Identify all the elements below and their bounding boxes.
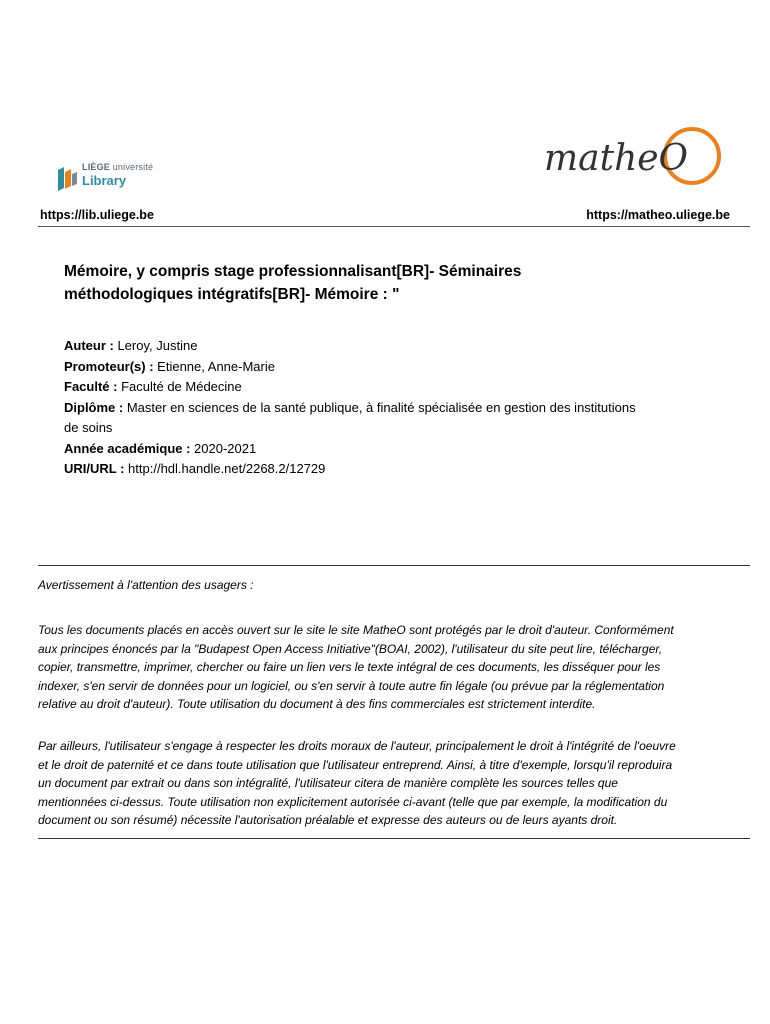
uliege-logo-line1: LIÈGE université xyxy=(82,162,154,172)
document-title xyxy=(64,260,704,306)
notice-divider-bottom xyxy=(38,838,750,839)
document-title-line1: Mémoire, y compris stage professionnalisant[BR]- Séminaires xyxy=(64,263,522,280)
uri-link[interactable]: http://hdl.handle.net/2268.2/12729 xyxy=(128,461,326,476)
notice-divider-top xyxy=(38,565,750,566)
matheo-logo-graphic xyxy=(540,120,730,190)
uliege-library-url[interactable]: https://lib.uliege.be xyxy=(40,208,154,222)
faculte-row: Faculté : Faculté de Médecine xyxy=(64,379,242,394)
diplome-value-cont: de soins xyxy=(64,420,113,435)
promoteur-row: Promoteur(s) : Etienne, Anne-Marie xyxy=(64,358,275,374)
matheo-logo-text: matheO xyxy=(544,138,689,179)
header-divider xyxy=(38,226,750,227)
auteur-value: Leroy, Justine xyxy=(117,338,198,353)
annee-value: 2020-2021 xyxy=(194,440,257,456)
notice-paragraph-2: Par ailleurs, l'utilisateur s'engage à respecter les droits moraux de l'auteur, principalement le droit à l'intégrité de l'oeuvre et le droit de paternité et ce dans toute utilisation que l'utilisateur entreprend. Ainsi, à titre d'exemple, lorsqu'il reproduira un document par extrait ou dans son intégralité, l'utilisateur citera de manière complète les sources telles que mentionnées ci-dessus. Toute utilisation non explicitement autorisée ci-avant (telle que par exemple, la modification du document ou son résumé) nécessite l'autorisation préalable et expresse des auteurs ou de leurs ayants droit. xyxy=(38,739,676,828)
document-title-line2: méthodologiques intégratifs[BR]- Mémoire : " xyxy=(64,286,400,303)
diplome-row: Diplôme : Master en sciences de la santé publique, à finalité spécialisée en gestion des institutions de soins xyxy=(64,399,636,435)
promoteur-value: Etienne, Anne-Marie xyxy=(157,358,275,374)
document-metadata xyxy=(64,336,714,480)
diplome-value: Master en sciences de la santé publique, à finalité spécialisée en gestion des institutions xyxy=(126,399,636,415)
notice-paragraph-1: Tous les documents placés en accès ouvert sur le site le site MatheO sont protégés par le droit d'auteur. Conformément aux principes énoncés par la "Budapest Open Access Initiative"(BOAI, 2002), l'utilisateur du site peut lire, télécharger, copier, transmettre, imprimer, chercher ou faire un lien vers le texte intégral de ces documents, les disséquer pour les indexer, s'en servir de données pour un logiciel, ou s'en servir à toute autre fin légale (ou prévue par la réglementation relative au droit d'auteur). Toute utilisation du document à des fins commerciales est strictement interdite. xyxy=(38,623,674,712)
uri-row: URI/URL : http://hdl.handle.net/2268.2/12729 xyxy=(64,461,326,476)
faculte-value: Faculté de Médecine xyxy=(121,379,242,394)
auteur-row: Auteur : Leroy, Justine xyxy=(64,338,198,353)
annee-row: Année académique : 2020-2021 xyxy=(64,440,257,456)
notice-title: Avertissement à l'attention des usagers : xyxy=(38,578,254,592)
uliege-logo-icon xyxy=(56,164,78,192)
matheo-logo xyxy=(540,120,730,190)
matheo-url[interactable]: https://matheo.uliege.be xyxy=(586,208,730,222)
uliege-library-logo xyxy=(56,160,166,196)
uliege-logo-line2: Library xyxy=(82,173,127,188)
